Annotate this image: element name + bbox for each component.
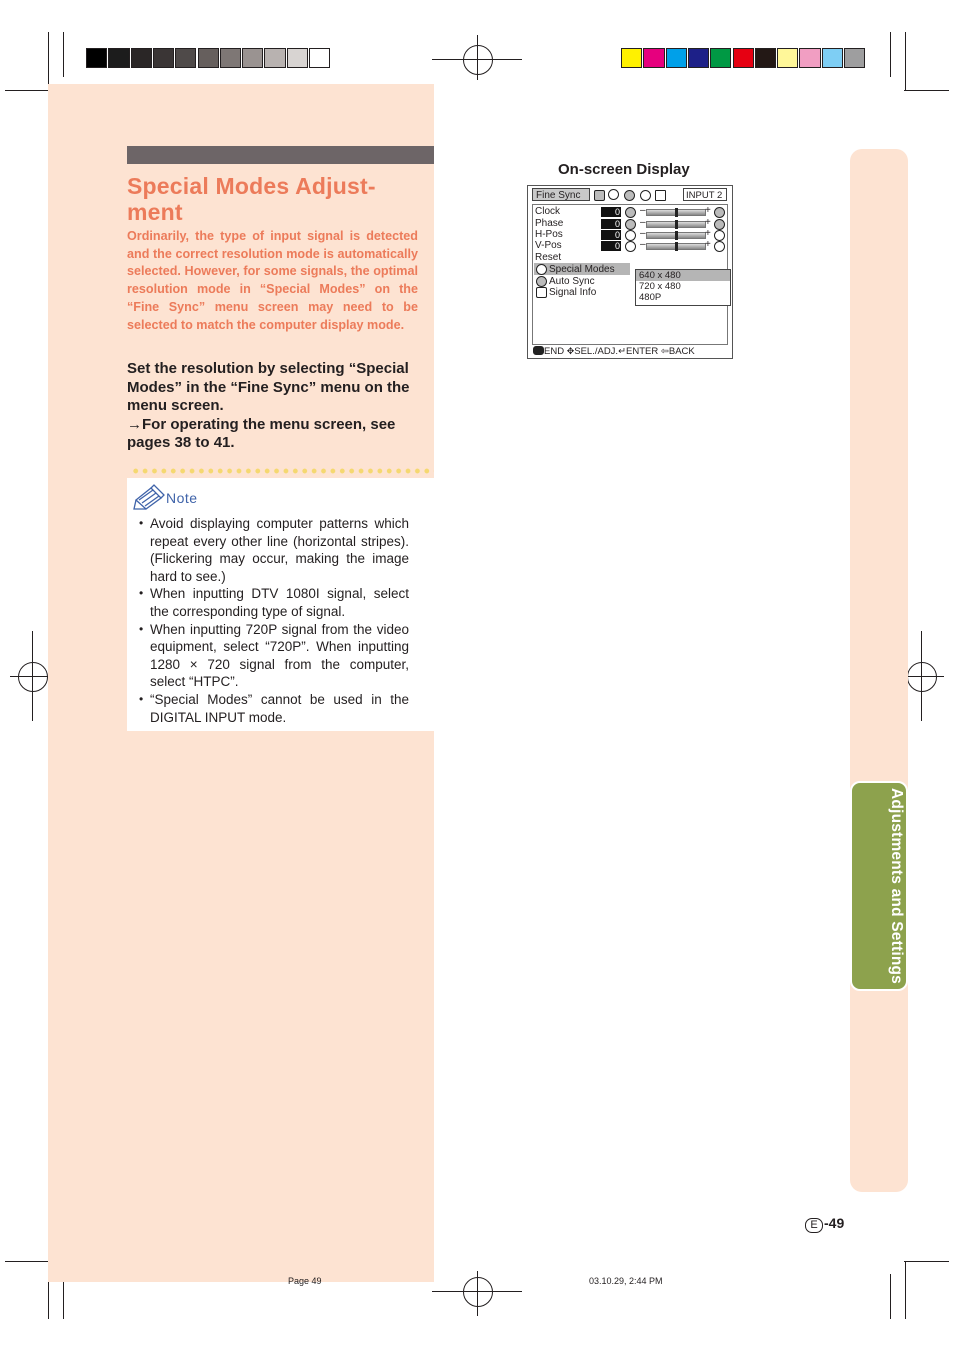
color-swatch	[287, 48, 308, 68]
picture-icon	[594, 190, 605, 201]
dropdown-option[interactable]: 640 x 480	[639, 270, 681, 281]
color-swatch	[822, 48, 843, 68]
color-swatch	[844, 48, 865, 68]
color-swatch	[220, 48, 241, 68]
color-swatch	[666, 48, 687, 68]
osd-slider[interactable]	[646, 221, 706, 228]
osd-footer	[533, 346, 695, 357]
plus-icon: +	[705, 228, 711, 239]
osd-menu-label: Special Modes	[549, 264, 615, 275]
color-swatch	[777, 48, 798, 68]
note-list	[139, 515, 409, 726]
footer-date: 03.10.29, 2:44 PM	[589, 1276, 663, 1286]
osd-row-value: 0	[601, 230, 621, 240]
arrows-icon: ✥	[566, 346, 575, 356]
color-swatch	[643, 48, 664, 68]
minus-icon: –	[640, 228, 646, 239]
color-swatch	[131, 48, 152, 68]
osd-slider[interactable]	[646, 209, 706, 216]
footer-back: BACK	[668, 346, 695, 357]
note-label: Note	[166, 490, 198, 506]
minus-icon: –	[640, 205, 646, 216]
side-tab-background	[850, 149, 908, 1192]
page-number-value: -49	[824, 1215, 845, 1231]
enter-icon: ↵	[618, 346, 627, 357]
setup-icon	[655, 190, 666, 201]
osd-menu-label: Auto Sync	[549, 276, 595, 287]
v-pos-icon	[714, 241, 725, 252]
dropdown-option[interactable]: 720 x 480	[639, 281, 681, 292]
color-swatch	[264, 48, 285, 68]
osd-input-indicator	[683, 188, 727, 201]
minus-icon: –	[640, 239, 646, 250]
instruction-text: Set the resolution by selecting “Special Modes” in the “Fine Sync” menu on the menu screen.	[127, 360, 410, 414]
phase-icon	[625, 219, 636, 230]
osd-row-value: 0	[601, 219, 621, 229]
osd-menu-special-modes[interactable]	[534, 263, 630, 275]
osd-menu-panel	[532, 204, 728, 345]
dropdown-option[interactable]: 480P	[639, 292, 662, 303]
on-screen-display	[527, 185, 733, 359]
slider-knob[interactable]	[675, 208, 678, 217]
color-swatch	[153, 48, 174, 68]
osd-row-value: 0	[601, 241, 621, 251]
osd-slider[interactable]	[646, 232, 706, 239]
signal-info-icon	[536, 287, 547, 298]
osd-heading: On-screen Display	[558, 161, 690, 178]
options-icon	[640, 190, 651, 201]
osd-menu-label: Signal Info	[549, 287, 597, 298]
osd-tab-label: Fine Sync	[536, 190, 581, 201]
footer-end: END	[544, 346, 565, 357]
instruction-reference: →For operating the menu screen, see pages 38 to 41.	[127, 415, 396, 451]
page-title-line-2: ment	[127, 199, 183, 225]
color-swatch	[86, 48, 107, 68]
osd-menu-icons	[594, 189, 670, 201]
osd-menu-signal-info[interactable]	[534, 286, 630, 298]
slider-knob[interactable]	[675, 220, 678, 229]
osd-slider[interactable]	[646, 243, 706, 250]
plus-icon: +	[705, 217, 711, 228]
special-modes-icon	[536, 264, 547, 275]
osd-input-label: INPUT 2	[686, 190, 723, 201]
plus-icon: +	[705, 205, 711, 216]
slider-knob[interactable]	[675, 231, 678, 240]
intro-paragraph: Ordinarily, the type of input signal is detected and the correct resolution mode is automatically selected. However, for some signals, the optimal resolution mode in “Special Modes” on the “Fine Sync” menu screen may need to be selected to match the computer display mode.	[127, 229, 418, 332]
color-swatch	[309, 48, 330, 68]
side-tab-label: Adjustments and Settings	[888, 788, 905, 984]
clock-icon	[625, 207, 636, 218]
dotted-divider	[131, 467, 434, 475]
note-item: • “Special Modes” cannot be used in the DIGITAL INPUT mode.	[139, 691, 409, 726]
h-pos-icon	[714, 230, 725, 241]
back-icon: ⇦	[660, 346, 669, 357]
color-swatch	[688, 48, 709, 68]
color-swatch	[733, 48, 754, 68]
color-swatch	[198, 48, 219, 68]
page-number	[805, 1215, 844, 1233]
color-swatch	[108, 48, 129, 68]
audio-icon	[624, 190, 635, 201]
note-item: • When inputting DTV 1080I signal, select the corresponding type of signal.	[139, 585, 409, 620]
color-swatch	[175, 48, 196, 68]
osd-row-label: H-Pos	[535, 229, 563, 240]
pencil-note-icon	[133, 484, 165, 515]
osd-tab-fine-sync[interactable]	[532, 188, 590, 201]
osd-row-label: Clock	[535, 206, 561, 217]
page-title-line-1: Special Modes Adjust-	[127, 173, 376, 199]
color-swatch	[799, 48, 820, 68]
color-swatch	[621, 48, 642, 68]
minus-icon: –	[640, 217, 646, 228]
phase-icon	[714, 219, 725, 230]
page-number-letter: E	[805, 1218, 823, 1233]
footer-sel-adj: SEL./ADJ.	[574, 346, 619, 357]
osd-row-label: Phase	[535, 218, 564, 229]
menu-button-icon	[533, 346, 544, 355]
page-title	[127, 173, 427, 225]
fine-sync-icon	[608, 189, 619, 200]
osd-row-label: V-Pos	[535, 240, 562, 251]
color-swatch	[242, 48, 263, 68]
color-swatch	[710, 48, 731, 68]
v-pos-icon	[625, 241, 636, 252]
h-pos-icon	[625, 230, 636, 241]
special-modes-dropdown	[635, 269, 731, 306]
note-item: • Avoid displaying computer patterns which repeat every other line (horizontal stripes). (Flickering may occur, making the image hard to see.)	[139, 515, 409, 585]
clock-icon	[714, 207, 725, 218]
section-title-bar	[127, 146, 434, 164]
footer-enter: ENTER	[626, 346, 659, 357]
slider-knob[interactable]	[675, 242, 678, 251]
plus-icon: +	[705, 239, 711, 250]
instruction-block	[127, 360, 427, 453]
osd-row-value: 0	[601, 207, 621, 217]
osd-menu-reset[interactable]: Reset	[535, 252, 562, 263]
note-item: • When inputting 720P signal from the video equipment, select “720P”. When inputting 1280 × 720 signal from the computer, select “HTPC”.	[139, 621, 409, 691]
color-swatch	[755, 48, 776, 68]
footer-page-info: Page 49	[288, 1276, 322, 1286]
